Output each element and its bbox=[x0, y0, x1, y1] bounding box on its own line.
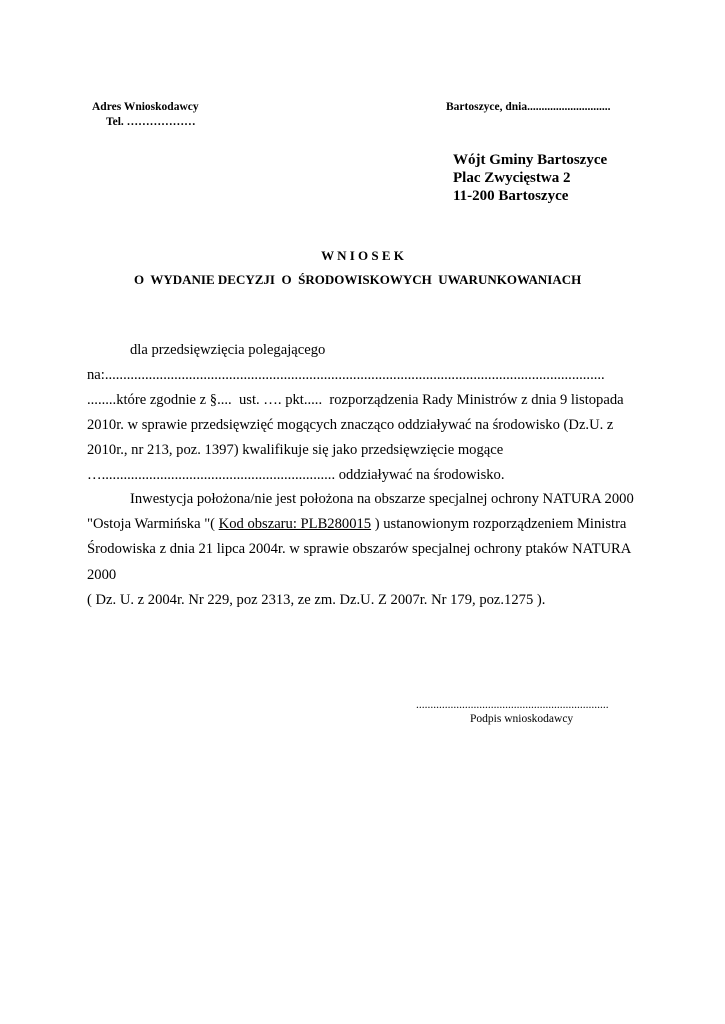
recipient-city: 11-200 Bartoszyce bbox=[453, 188, 569, 204]
body-p2-line2-post: ) ustanowionym rozporządzeniem Ministra bbox=[371, 516, 627, 532]
recipient-street: Plac Zwycięstwa 2 bbox=[453, 170, 571, 186]
body-p2-line2-pre: "Ostoja Warmińska "( bbox=[87, 516, 219, 532]
document-subtitle: O WYDANIE DECYZJI O ŚRODOWISKOWYCH UWARUNKOWANIACH bbox=[134, 272, 582, 287]
area-code-link[interactable]: Kod obszaru: PLB280015 bbox=[218, 516, 372, 532]
body-p1-line3: ........które zgodnie z §.... ust. …. pkt..... rozporządzenia Rady Ministrów z dnia 9 listopada bbox=[87, 392, 624, 408]
document-title: W N I O S E K bbox=[321, 248, 404, 263]
body-p2-line4: 2000 bbox=[87, 567, 117, 583]
body-p2-line1: Inwestycja położona/nie jest położona na obszarze specjalnej ochrony NATURA 2000 bbox=[130, 491, 634, 507]
body-p2-line5: ( Dz. U. z 2004r. Nr 229, poz 2313, ze zm. Dz.U. Z 2007r. Nr 179, poz.1275 ). bbox=[87, 592, 546, 608]
body-p2-line2 bbox=[87, 516, 626, 533]
body-p1-line6: …................................................................ oddziaływać na środowisko. bbox=[87, 467, 505, 483]
body-p1-line4: 2010r. w sprawie przedsięwzięć mogących znacząco oddziaływać na środowisko (Dz.U. z bbox=[87, 417, 614, 433]
signature-label: Podpis wnioskodawcy bbox=[470, 713, 574, 725]
body-p1-line5: 2010r., nr 213, poz. 1397) kwalifikuje się jako przedsięwzięcie mogące bbox=[87, 442, 504, 458]
recipient-block bbox=[453, 151, 607, 205]
place-date: Bartoszyce, dnia............................. bbox=[446, 101, 611, 113]
applicant-address-label: Adres Wnioskodawcy bbox=[92, 101, 199, 113]
phone-line: Tel. ……………… bbox=[106, 116, 196, 128]
recipient-name: Wójt Gminy Bartoszyce bbox=[453, 152, 608, 168]
body-p1-line1: dla przedsięwzięcia polegającego bbox=[130, 342, 326, 358]
body-p2-line3: Środowiska z dnia 21 lipca 2004r. w sprawie obszarów specjalnej ochrony ptaków NATURA bbox=[87, 541, 632, 557]
signature-dots: ................................................................... bbox=[416, 699, 609, 711]
body-p1-line2: na:......................................................................................................................................... bbox=[87, 367, 605, 383]
